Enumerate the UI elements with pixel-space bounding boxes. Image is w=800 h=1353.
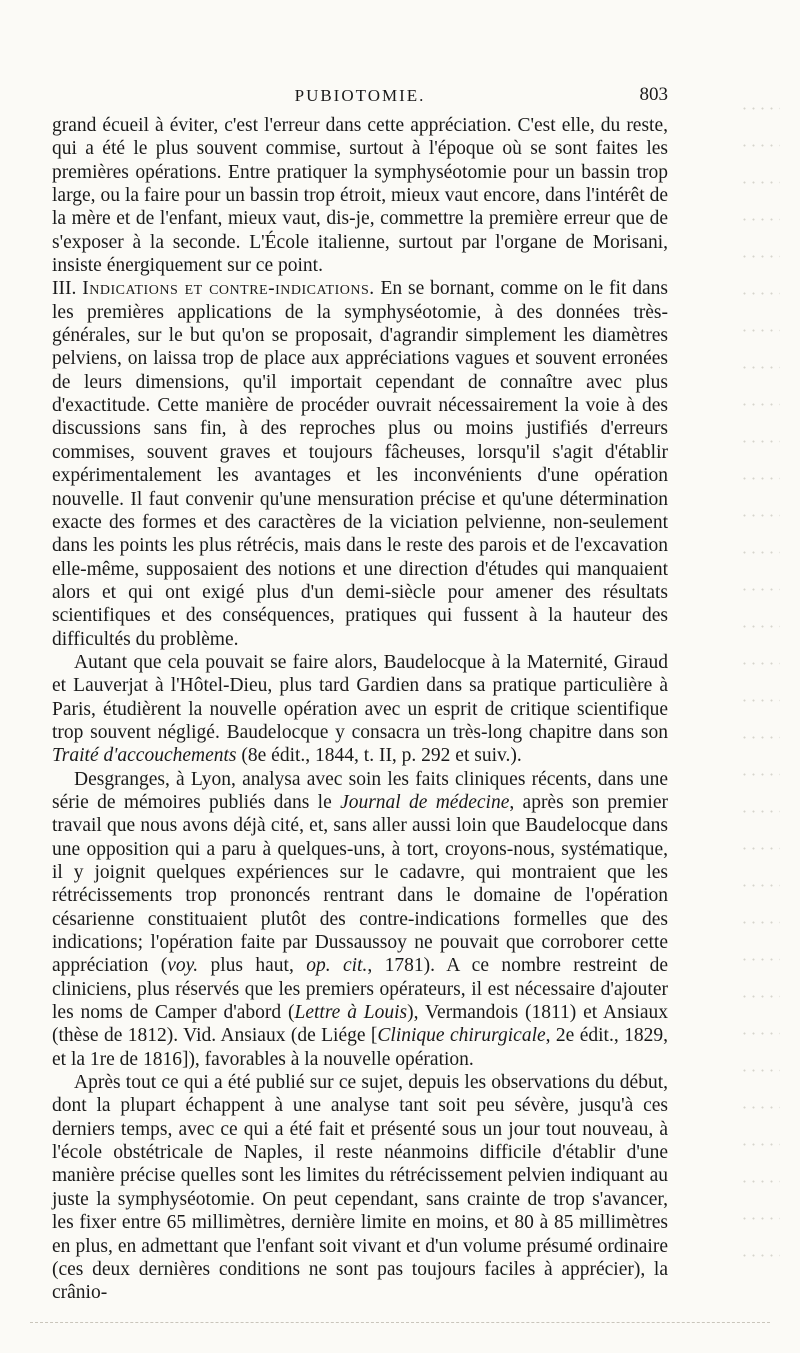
book-page bbox=[52, 80, 668, 1305]
bottom-rule bbox=[30, 1322, 770, 1324]
voy-italic: voy. bbox=[167, 955, 199, 977]
letter-title-italic: Lettre à Louis bbox=[294, 1002, 408, 1024]
paragraph-2 bbox=[52, 277, 668, 651]
journal-title-italic: Journal de médecine bbox=[340, 791, 510, 813]
running-title: PUBIOTOMIE. bbox=[294, 86, 426, 105]
clinic-title-italic: Clinique chirurgicale bbox=[377, 1025, 546, 1047]
paragraph-3-text-a: Autant que cela pouvait se faire alors, Baudelocque à la Maternité, Giraud et Lauverjat à l'Hôtel-Dieu, plus tard Gardien dans sa pratique particulière à Paris, étudièrent la nouvelle opération avec un esprit de critique scientifique trop souvent négligé. Baudelocque y consacra un très-long chapitre dans son bbox=[52, 651, 668, 743]
paragraph-4-text-e: ), Vermandois (1811) et Ansiaux (thèse de 1812). Vid. Ansiaux (de Liége [ bbox=[52, 1002, 668, 1047]
section-number: III. bbox=[52, 278, 83, 300]
body-text bbox=[52, 114, 668, 1305]
paragraph-3-text-b: (8e édit., 1844, t. II, p. 292 et suiv.). bbox=[236, 745, 522, 767]
paragraph-4 bbox=[52, 768, 668, 1071]
paragraph-4-text-c: plus haut, bbox=[198, 955, 307, 977]
op-cit-italic: op. cit. bbox=[306, 955, 368, 977]
paragraph-4-text-d: , 1781). A ce nombre restreint de cliniciens, plus réservés que les premiers opérateurs, il est nécessaire d'ajouter les noms de Camper d'abord ( bbox=[52, 955, 668, 1024]
paragraph-4-text-a: Desgranges, à Lyon, analysa avec soin les faits cliniques récents, dans une série de mémoires publiés dans le bbox=[52, 768, 668, 813]
paragraph-4-text-b: , après son premier travail que nous avons déjà cité, et, sans aller aussi loin que Baudelocque dans une opposition qui a paru à quelques-uns, à tort, croyons-nous, systématique, il y joignit quelques expériences sur le cadavre, qui montraient que les rétrécissements trop prononcés rentrant dans le domaine de l'opération césarienne constituaient plutôt des contre-indications formelles que des indications; l'opération faite par Dussaussoy ne pouvait que corroborer cette appréciation ( bbox=[52, 791, 668, 977]
paragraph-4-text-f: , 2e édit., 1829, et la 1re de 1816]), favorables à la nouvelle opération. bbox=[52, 1025, 668, 1070]
paragraph-3 bbox=[52, 651, 668, 768]
page-header bbox=[52, 80, 668, 110]
page-number: 803 bbox=[639, 84, 668, 105]
paragraph-2-text: En se bornant, comme on le fit dans les premières applications de la symphyséotomie, à des données très-générales, sur le but qu'on se proposait, d'agrandir simplement les diamètres pelviens, on laissa trop de place aux appréciations vagues et souvent erronées de leurs dimensions, qu'il importait cependant de connaître avec plus d'exactitude. Cette manière de procéder ouvrait nécessairement la voie à des discussions sans fin, à des reproches plus ou moins justifiés d'erreurs commises, souvent graves et toujours fâcheuses, lorsqu'il s'agit d'établir expérimentalement les avantages et les inconvénients d'une opération nouvelle. Il faut convenir qu'une mensuration précise et qu'une détermination exacte des formes et des caractères de la viciation pelvienne, non-seulement dans les points les plus rétrécis, mais dans le reste des parois et de l'excavation elle-même, supposaient des notions et une direction d'études qui manquaient alors et qui ont exigé plus d'un demi-siècle pour amener des résultats scientifiques et des conséquences, pratiques qui fussent à la hauteur des difficultés du problème. bbox=[52, 278, 669, 650]
paragraph-5: Après tout ce qui a été publié sur ce sujet, depuis les observations du début, dont la plupart échappent à une analyse tant soit peu sévère, jusqu'à ces derniers temps, avec ce qui a été fait et présenté sous un jour tout nouveau, à l'école obstétricale de Naples, il reste néanmoins difficile d'établir d'une manière précise quelles sont les limites du rétrécissement pelvien indiquant au juste la symphyséotomie. On peut cependant, sans crainte de trop s'avancer, les fixer entre 65 millimètres, dernière limite en moins, et 80 à 85 millimètres en plus, en admettant que l'enfant soit vivant et d'un volume présumé ordinaire (ces deux dernières conditions ne sont pas toujours faciles à apprécier), la crânio- bbox=[52, 1072, 668, 1304]
margin-specks bbox=[740, 90, 780, 1290]
paragraph-1: grand écueil à éviter, c'est l'erreur dans cette appréciation. C'est elle, du reste, qui a été le plus souvent commise, surtout à l'époque où se sont faites les premières opérations. Entre pratiquer la symphyséotomie pour un bassin trop large, ou la faire pour un bassin trop étroit, mieux vaut encore, dans l'intérêt de la mère et de l'enfant, mieux vaut, dis-je, commettre la première erreur que de s'exposer à la seconde. L'École italienne, surtout par l'organe de Morisani, insiste énergiquement sur ce point. bbox=[52, 115, 668, 277]
section-heading: Indications et contre-indications. bbox=[82, 278, 375, 300]
book-title-italic: Traité d'accouchements bbox=[52, 745, 237, 767]
